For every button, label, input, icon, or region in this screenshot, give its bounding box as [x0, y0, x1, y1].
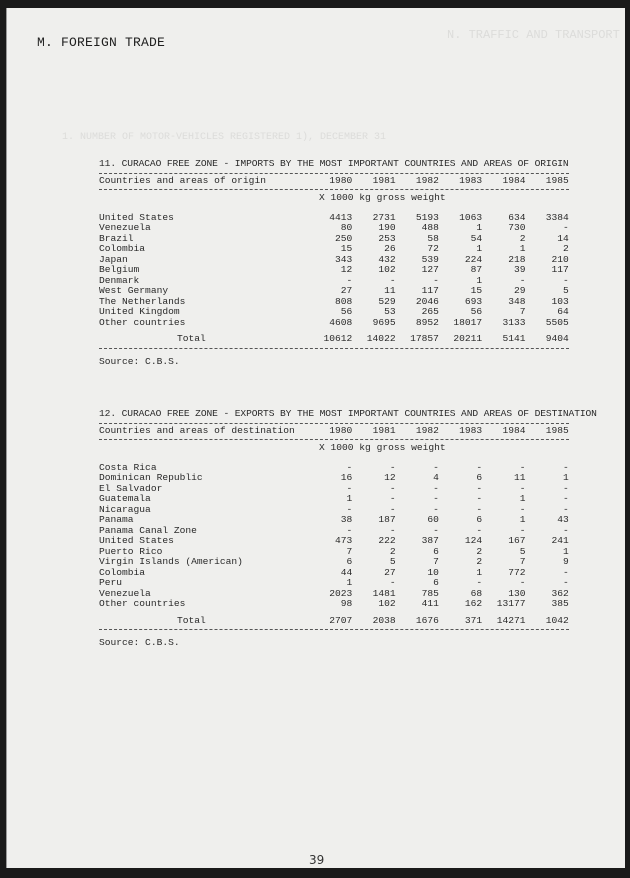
divider	[99, 173, 569, 174]
cell-value: -	[346, 524, 353, 536]
total-value: 9404	[545, 333, 569, 344]
cell-value: -	[563, 493, 569, 504]
cell-value: 87	[470, 264, 483, 275]
cell-value: 187	[378, 514, 396, 525]
cell-value: 54	[470, 232, 483, 244]
cell-value: 15	[340, 243, 353, 254]
cell-value: 15	[470, 285, 483, 296]
cell-value: 1063	[459, 211, 483, 223]
cell-value: 385	[551, 598, 569, 609]
cell-value: -	[476, 493, 483, 504]
total-value: 10612	[323, 333, 353, 344]
cell-value: -	[519, 274, 526, 286]
year-header: 1980	[329, 174, 353, 186]
cell-value: 5505	[545, 316, 569, 328]
bleed-through-text: N. TRAFFIC AND TRANSPORT	[447, 28, 620, 42]
cell-value: 130	[508, 587, 526, 599]
cell-value: 362	[551, 587, 569, 599]
table-row	[99, 213, 569, 224]
page-number: 39	[309, 853, 325, 867]
country-label: El Salvador	[99, 482, 163, 494]
cell-value: 210	[551, 253, 569, 265]
cell-value: 18017	[453, 316, 483, 328]
cell-value: 14	[557, 232, 569, 244]
cell-value: 80	[340, 222, 353, 233]
divider	[99, 629, 569, 630]
cell-value: -	[433, 524, 439, 536]
cell-value: 5	[389, 556, 396, 567]
cell-value: -	[519, 482, 526, 494]
table-row	[99, 536, 569, 547]
cell-value: -	[433, 274, 439, 286]
year-header: 1985	[545, 174, 569, 186]
cell-value: 4608	[329, 316, 353, 328]
cell-value: 2	[519, 232, 526, 244]
cell-value: 1	[519, 514, 526, 525]
cell-value: 167	[508, 535, 526, 546]
year-header: 1983	[459, 174, 483, 186]
cell-value: 488	[421, 222, 439, 233]
cell-value: 38	[340, 514, 353, 525]
cell-value: 2	[476, 545, 483, 557]
column-header: Countries and areas of destination	[99, 424, 295, 436]
cell-value: -	[346, 482, 353, 494]
bleed-through-text: 1. NUMBER OF MOTOR-VEHICLES REGISTERED 1), DECEMBER 31	[62, 132, 387, 143]
country-label: West Germany	[99, 285, 169, 296]
cell-value: 387	[421, 535, 439, 546]
total-value: 2038	[372, 614, 396, 626]
cell-value: 102	[378, 264, 396, 275]
imports-table-title: 11. CURACAO FREE ZONE - IMPORTS BY THE MOST IMPORTANT COUNTRIES AND AREAS OF ORIGIN	[99, 158, 569, 169]
imports-total-row	[99, 334, 569, 345]
cell-value: 9695	[372, 316, 396, 328]
table-row	[99, 244, 569, 255]
cell-value: 730	[508, 222, 526, 233]
country-label: United Kingdom	[99, 306, 180, 317]
cell-value: 1	[476, 566, 483, 578]
year-header: 1984	[502, 424, 526, 436]
table-row	[99, 318, 569, 329]
cell-value: 2	[389, 545, 396, 557]
cell-value: 1481	[372, 587, 396, 599]
cell-value: 117	[551, 264, 569, 275]
cell-value: 6	[433, 577, 439, 588]
cell-value: 64	[557, 306, 569, 317]
year-header: 1985	[545, 424, 569, 436]
cell-value: 39	[513, 264, 526, 275]
country-label: Belgium	[99, 264, 140, 275]
cell-value: -	[563, 503, 569, 515]
cell-value: 6	[476, 472, 483, 483]
table-row	[99, 484, 569, 495]
cell-value: 1	[563, 472, 569, 483]
total-value: 1042	[545, 614, 569, 626]
cell-value: 1	[346, 493, 353, 504]
cell-value: -	[476, 524, 483, 536]
divider	[99, 439, 569, 440]
country-label: Denmark	[99, 274, 140, 286]
cell-value: -	[389, 503, 396, 515]
cell-value: 222	[378, 535, 396, 546]
cell-value: 1	[563, 545, 569, 557]
cell-value: 58	[427, 232, 439, 244]
year-header: 1983	[459, 424, 483, 436]
divider	[99, 348, 569, 349]
total-value: 371	[464, 614, 483, 626]
cell-value: 253	[378, 232, 396, 244]
cell-value: -	[519, 524, 526, 536]
cell-value: -	[389, 461, 396, 473]
year-header: 1981	[372, 424, 396, 436]
cell-value: 7	[519, 306, 526, 317]
cell-value: 12	[340, 264, 353, 275]
cell-value: 27	[340, 285, 353, 296]
imports-header-row	[99, 176, 569, 187]
cell-value: 6	[346, 556, 353, 567]
cell-value: 127	[421, 264, 439, 275]
cell-value: 634	[508, 211, 526, 223]
source-note: Source: C.B.S.	[99, 355, 180, 367]
cell-value: 117	[421, 285, 439, 296]
year-header: 1980	[329, 424, 353, 436]
total-label: Total	[177, 333, 206, 344]
cell-value: -	[346, 461, 353, 473]
country-label: Other countries	[99, 598, 186, 609]
cell-value: 693	[464, 295, 483, 307]
divider	[99, 423, 569, 424]
cell-value: 103	[551, 295, 569, 307]
cell-value: -	[476, 577, 483, 588]
country-label: Peru	[99, 577, 123, 588]
cell-value: 2046	[415, 295, 439, 307]
total-value: 20211	[453, 333, 483, 344]
cell-value: 432	[378, 253, 396, 265]
imports-rows	[99, 213, 569, 329]
total-value: 17857	[410, 333, 439, 344]
table-row	[99, 578, 569, 589]
country-label: Venezuela	[99, 222, 151, 233]
cell-value: 124	[464, 535, 483, 546]
country-label: Brazil	[99, 232, 134, 244]
cell-value: -	[563, 222, 569, 233]
cell-value: 4413	[329, 211, 353, 223]
cell-value: 2	[476, 556, 483, 567]
cell-value: 190	[378, 222, 396, 233]
total-value: 14271	[496, 614, 526, 626]
cell-value: -	[433, 461, 439, 473]
country-label: Venezuela	[99, 587, 151, 599]
imports-table	[99, 159, 569, 367]
unit-label: X 1000 kg gross weight	[319, 192, 446, 203]
year-header: 1982	[415, 174, 439, 186]
cell-value: -	[389, 524, 396, 536]
cell-value: 9	[563, 556, 569, 567]
cell-value: -	[389, 482, 396, 494]
cell-value: 12	[384, 472, 396, 483]
cell-value: 1	[346, 577, 353, 588]
country-label: Japan	[99, 253, 128, 265]
cell-value: 10	[427, 566, 439, 578]
cell-value: 26	[384, 243, 396, 254]
source-note: Source: C.B.S.	[99, 637, 180, 648]
table-row	[99, 276, 569, 287]
cell-value: 348	[508, 295, 526, 307]
cell-value: 218	[508, 253, 526, 265]
cell-value: -	[476, 482, 483, 494]
cell-value: -	[433, 493, 439, 504]
cell-value: 5	[519, 545, 526, 557]
cell-value: 27	[384, 566, 396, 578]
cell-value: 8952	[415, 316, 439, 328]
exports-table-title: 12. CURACAO FREE ZONE - EXPORTS BY THE MOST IMPORTANT COUNTRIES AND AREAS OF DESTINATION	[99, 408, 597, 419]
country-label: Colombia	[99, 566, 146, 578]
cell-value: -	[563, 577, 569, 588]
country-label: Dominican Republic	[99, 472, 203, 483]
unit-label: X 1000 kg gross weight	[319, 442, 446, 453]
cell-value: 162	[464, 598, 483, 609]
country-label: Panama	[99, 514, 134, 525]
cell-value: -	[563, 461, 569, 473]
cell-value: 772	[508, 566, 526, 578]
table-row	[99, 557, 569, 568]
cell-value: -	[433, 482, 439, 494]
cell-value: 785	[421, 587, 439, 599]
cell-value: 1	[476, 222, 483, 233]
total-value: 14022	[366, 333, 396, 344]
country-label: United States	[99, 535, 174, 546]
country-label: Virgin Islands (American)	[99, 556, 243, 567]
cell-value: 13177	[496, 598, 526, 609]
cell-value: -	[563, 482, 569, 494]
table-row	[99, 265, 569, 276]
cell-value: 529	[378, 295, 396, 307]
cell-value: -	[476, 461, 483, 473]
cell-value: 16	[340, 472, 353, 483]
cell-value: -	[519, 577, 526, 588]
cell-value: -	[389, 577, 396, 588]
year-header: 1981	[372, 174, 396, 186]
cell-value: 1	[476, 274, 483, 286]
exports-rows	[99, 463, 569, 610]
country-label: Other countries	[99, 316, 186, 328]
table-row	[99, 599, 569, 610]
table-row	[99, 223, 569, 234]
cell-value: 56	[470, 306, 483, 317]
cell-value: 1	[476, 243, 483, 254]
total-value: 1676	[415, 614, 439, 626]
cell-value: 53	[384, 306, 396, 317]
country-label: Guatemala	[99, 493, 151, 504]
cell-value: 44	[340, 566, 353, 578]
document-page	[6, 8, 625, 868]
cell-value: -	[563, 274, 569, 286]
cell-value: 7	[346, 545, 353, 557]
cell-value: 11	[384, 285, 396, 296]
cell-value: 2	[563, 243, 569, 254]
cell-value: -	[563, 566, 569, 578]
table-row	[99, 568, 569, 579]
total-label: Total	[177, 614, 206, 626]
cell-value: 60	[427, 514, 439, 525]
cell-value: 5	[563, 285, 569, 296]
cell-value: -	[563, 524, 569, 536]
cell-value: 56	[340, 306, 353, 317]
table-row	[99, 286, 569, 297]
total-value: 2707	[329, 614, 353, 626]
cell-value: 11	[513, 472, 526, 483]
exports-table	[99, 408, 597, 649]
cell-value: 2023	[329, 587, 353, 599]
country-label: The Netherlands	[99, 295, 186, 307]
country-label: Panama Canal Zone	[99, 524, 197, 536]
cell-value: 241	[551, 535, 569, 546]
cell-value: 6	[433, 545, 439, 557]
cell-value: -	[346, 274, 353, 286]
column-header: Countries and areas of origin	[99, 174, 266, 186]
cell-value: 3133	[502, 316, 526, 328]
cell-value: -	[389, 274, 396, 286]
table-row	[99, 494, 569, 505]
cell-value: 1	[519, 243, 526, 254]
cell-value: 29	[513, 285, 526, 296]
cell-value: 3384	[545, 211, 569, 223]
cell-value: 7	[519, 556, 526, 567]
country-label: United States	[99, 211, 174, 223]
exports-header-row	[99, 426, 569, 437]
cell-value: -	[433, 503, 439, 515]
cell-value: -	[346, 503, 353, 515]
table-row	[99, 307, 569, 318]
cell-value: 343	[335, 253, 353, 265]
cell-value: -	[476, 503, 483, 515]
cell-value: 5193	[415, 211, 439, 223]
cell-value: -	[389, 493, 396, 504]
table-row	[99, 255, 569, 266]
year-header: 1984	[502, 174, 526, 186]
cell-value: 6	[476, 514, 483, 525]
table-row	[99, 505, 569, 516]
cell-value: 539	[421, 253, 439, 265]
cell-value: 250	[335, 232, 353, 244]
cell-value: 411	[421, 598, 439, 609]
cell-value: 72	[427, 243, 439, 254]
year-header: 1982	[415, 424, 439, 436]
country-label: Nicaragua	[99, 503, 151, 515]
cell-value: -	[519, 503, 526, 515]
cell-value: -	[519, 461, 526, 473]
table-row	[99, 234, 569, 245]
cell-value: 224	[464, 253, 483, 265]
exports-total-row	[99, 616, 569, 627]
cell-value: 473	[335, 535, 353, 546]
cell-value: 808	[335, 295, 353, 307]
cell-value: 102	[378, 598, 396, 609]
cell-value: 7	[433, 556, 439, 567]
cell-value: 43	[557, 514, 569, 525]
country-label: Colombia	[99, 243, 146, 254]
divider	[99, 189, 569, 190]
cell-value: 68	[470, 587, 483, 599]
cell-value: 4	[433, 472, 439, 483]
section-title: M. FOREIGN TRADE	[37, 35, 166, 50]
cell-value: 98	[340, 598, 353, 609]
country-label: Costa Rica	[99, 461, 157, 473]
total-value: 5141	[502, 333, 526, 344]
table-row	[99, 473, 569, 484]
cell-value: 1	[519, 493, 526, 504]
cell-value: 265	[421, 306, 439, 317]
table-row	[99, 515, 569, 526]
cell-value: 2731	[372, 211, 396, 223]
country-label: Puerto Rico	[99, 545, 163, 557]
